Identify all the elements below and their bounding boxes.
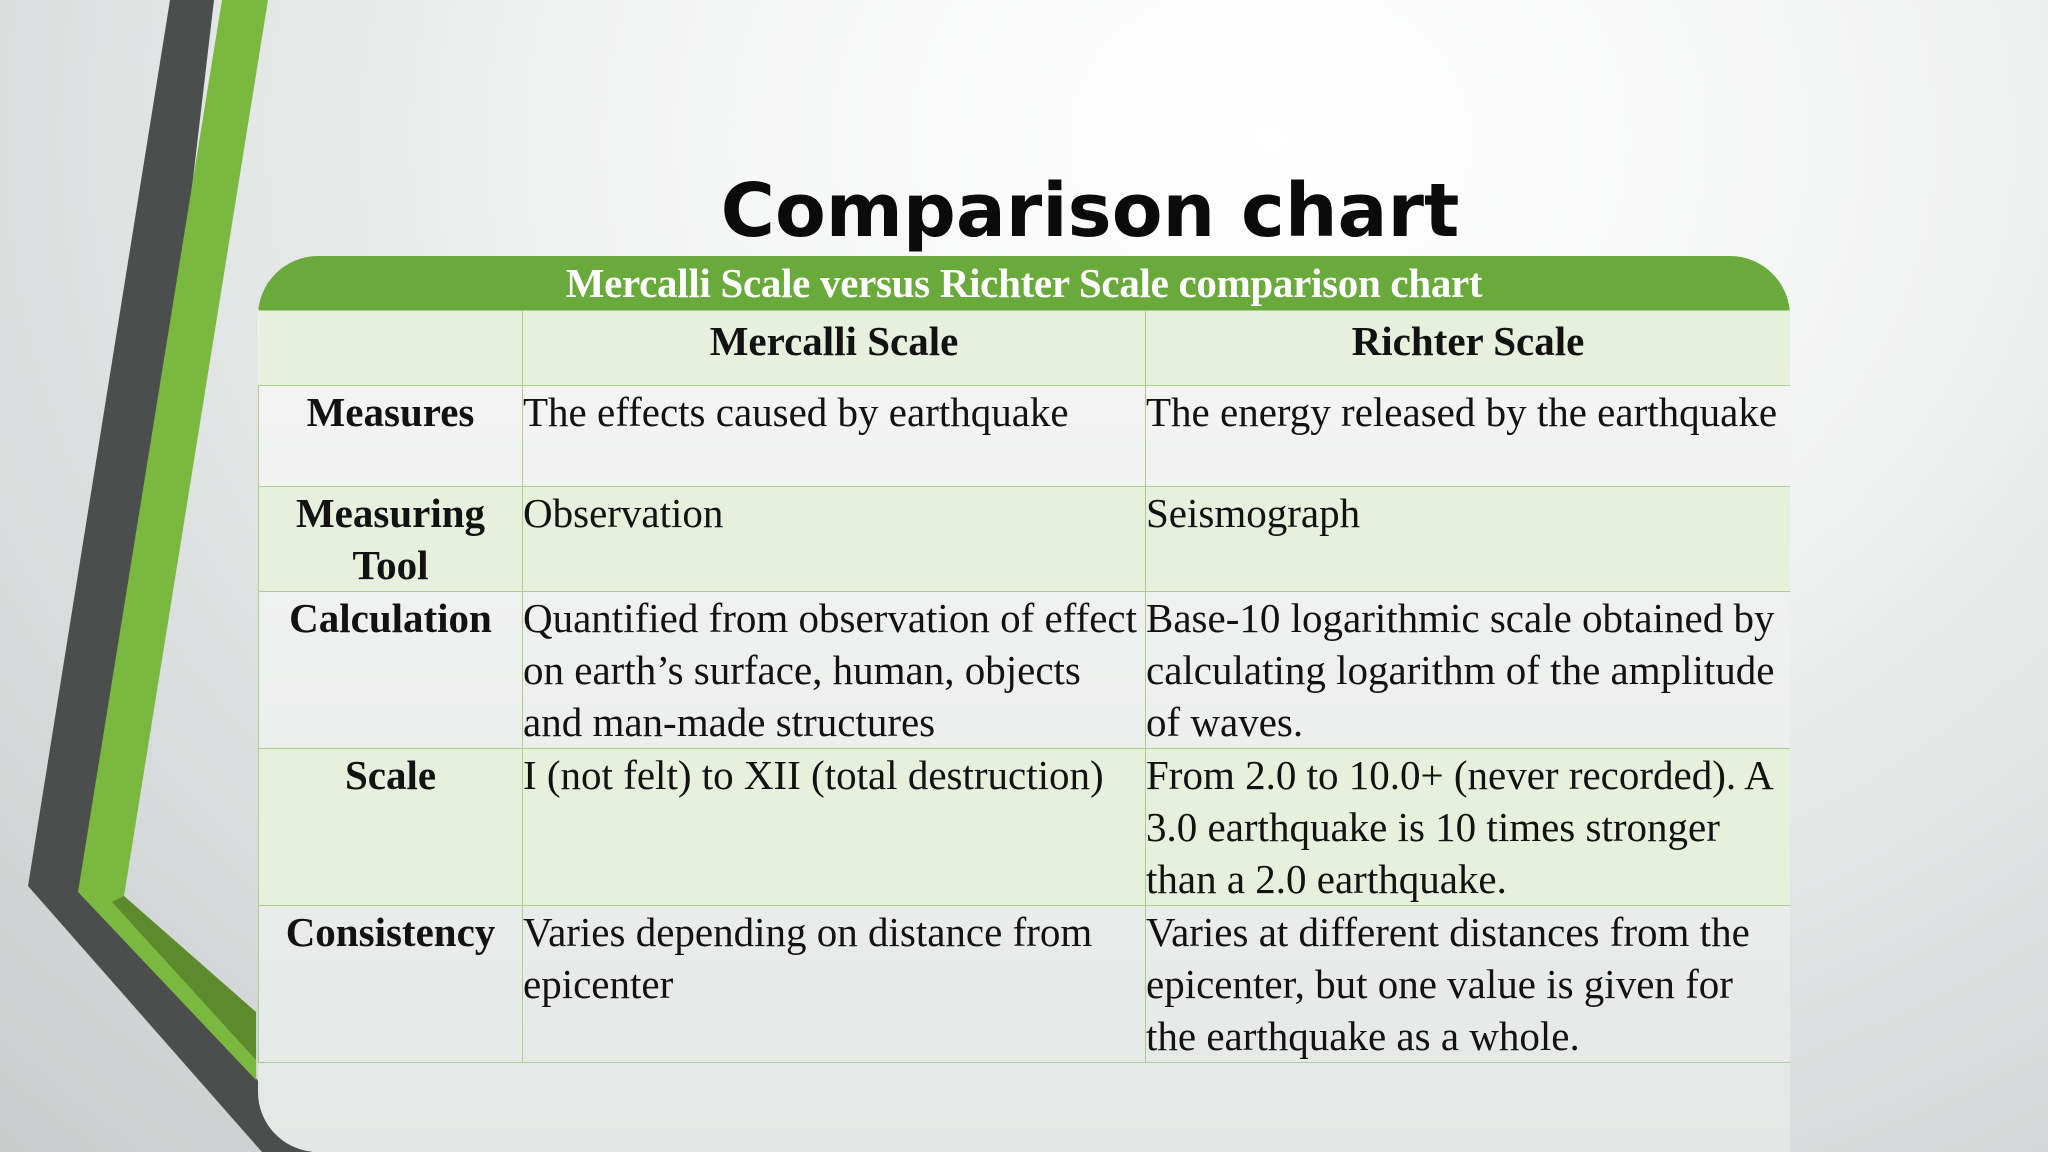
row-label: Measuring Tool [259, 487, 523, 592]
richter-cell: The energy released by the earthquake [1146, 386, 1791, 487]
comparison-card [258, 256, 1790, 1152]
mercalli-cell: Observation [523, 487, 1146, 592]
header-cell-mercalli: Mercalli Scale [523, 311, 1146, 386]
table-header-row [259, 311, 1791, 386]
table-row [259, 592, 1791, 749]
richter-cell: Seismograph [1146, 487, 1791, 592]
row-label: Scale [259, 749, 523, 906]
slide-title: Comparison chart [720, 168, 1460, 254]
richter-cell: Varies at different distances from the epicenter, but one value is given for the earthquake as a whole. [1146, 906, 1791, 1063]
mercalli-cell: I (not felt) to XII (total destruction) [523, 749, 1146, 906]
row-label: Calculation [259, 592, 523, 749]
mercalli-cell: Quantified from observation of effect on earth’s surface, human, objects and man-made structures [523, 592, 1146, 749]
table-row [259, 487, 1791, 592]
table-row [259, 386, 1791, 487]
table-caption: Mercalli Scale versus Richter Scale comparison chart [258, 256, 1790, 310]
table-row [259, 906, 1791, 1063]
mercalli-cell: The effects caused by earthquake [523, 386, 1146, 487]
comparison-table [258, 310, 1790, 1063]
row-label: Measures [259, 386, 523, 487]
mercalli-cell: Varies depending on distance from epicenter [523, 906, 1146, 1063]
richter-cell: From 2.0 to 10.0+ (never recorded). A 3.0 earthquake is 10 times stronger than a 2.0 earthquake. [1146, 749, 1791, 906]
richter-cell: Base-10 logarithmic scale obtained by calculating logarithm of the amplitude of waves. [1146, 592, 1791, 749]
header-cell-empty [259, 311, 523, 386]
row-label: Consistency [259, 906, 523, 1063]
table-row [259, 749, 1791, 906]
header-cell-richter: Richter Scale [1146, 311, 1791, 386]
